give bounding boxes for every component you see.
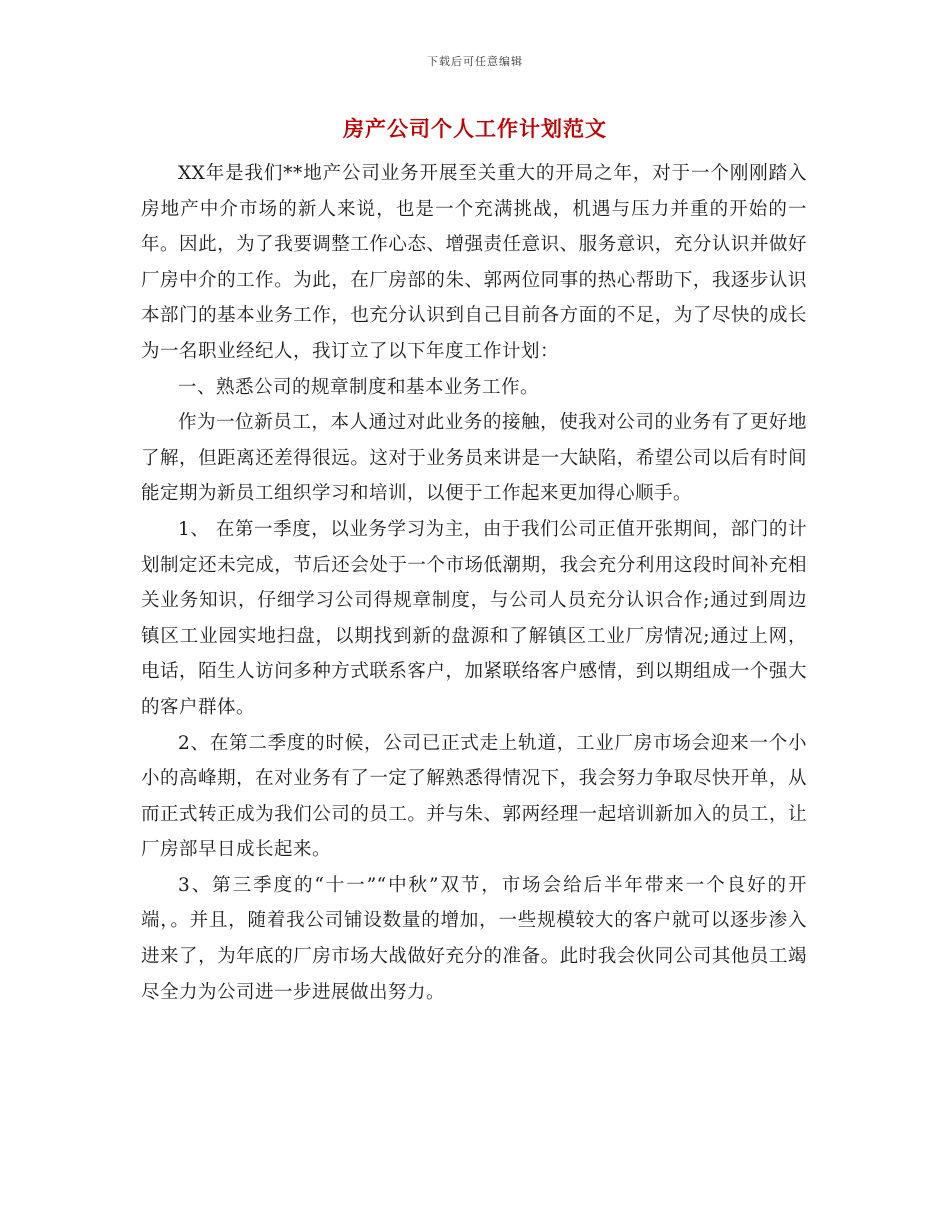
document-body — [141, 156, 807, 1010]
paragraph-section-heading: 一、熟悉公司的规章制度和基本业务工作。 — [178, 376, 540, 398]
header-note: 下载后可任意编辑 — [427, 55, 523, 68]
paragraph-q1: 1、 在第一季度，以业务学习为主，由于我们公司正值开张期间，部门的计划制定还未完成，节后还会处于一个市场低潮期，我会充分利用这段时间补充相关业务知识，仔细学习公司得规章制度，与公司人员充分认识合作;通过到周边镇区工业园实地扫盘，以期找到新的盘源和了解镇区工业厂房情况;通过上网，电话，陌生人访问多种方式联系客户，加紧联络客户感情，到以期组成一个强大的客户群体。 — [141, 518, 807, 718]
paragraph-q3: 3、第三季度的“十一”“中秋”双节，市场会给后半年带来一个良好的开端，。并且，随着我公司铺设数量的增加，一些规模较大的客户就可以逐步渗入进来了，为年底的厂房市场大战做好充分的准备。此时我会伙同公司其他员工竭尽全力为公司进一步进展做出努力。 — [141, 874, 807, 1003]
paragraph-intro: XX年是我们**地产公司业务开展至关重大的开局之年，对于一个刚刚踏入房地产中介市场的新人来说，也是一个充满挑战，机遇与压力并重的开始的一年。因此，为了我要调整工作心态、增强责任意识、服务意识，充分认识并做好厂房中介的工作。为此，在厂房部的朱、郭两位同事的热心帮助下，我逐步认识本部门的基本业务工作，也充分认识到自己目前各方面的不足，为了尽快的成长为一名职业经纪人，我订立了以下年度工作计划： — [141, 163, 807, 362]
paragraph-q2: 2、在第二季度的时候，公司已正式走上轨道，工业厂房市场会迎来一个小小的高峰期，在对业务有了一定了解熟悉得情况下，我会努力争取尽快开单，从而正式转正成为我们公司的员工。并与朱、郭两经理一起培训新加入的员工，让厂房部早日成长起来。 — [141, 732, 807, 861]
document-title: 房产公司个人工作计划范文 — [343, 116, 607, 141]
paragraph-new-employee: 作为一位新员工，本人通过对此业务的接触，使我对公司的业务有了更好地了解，但距离还差得很远。这对于业务员来讲是一大缺陷，希望公司以后有时间能定期为新员工组织学习和培训，以便于工作起来更加得心顺手。 — [141, 412, 807, 505]
